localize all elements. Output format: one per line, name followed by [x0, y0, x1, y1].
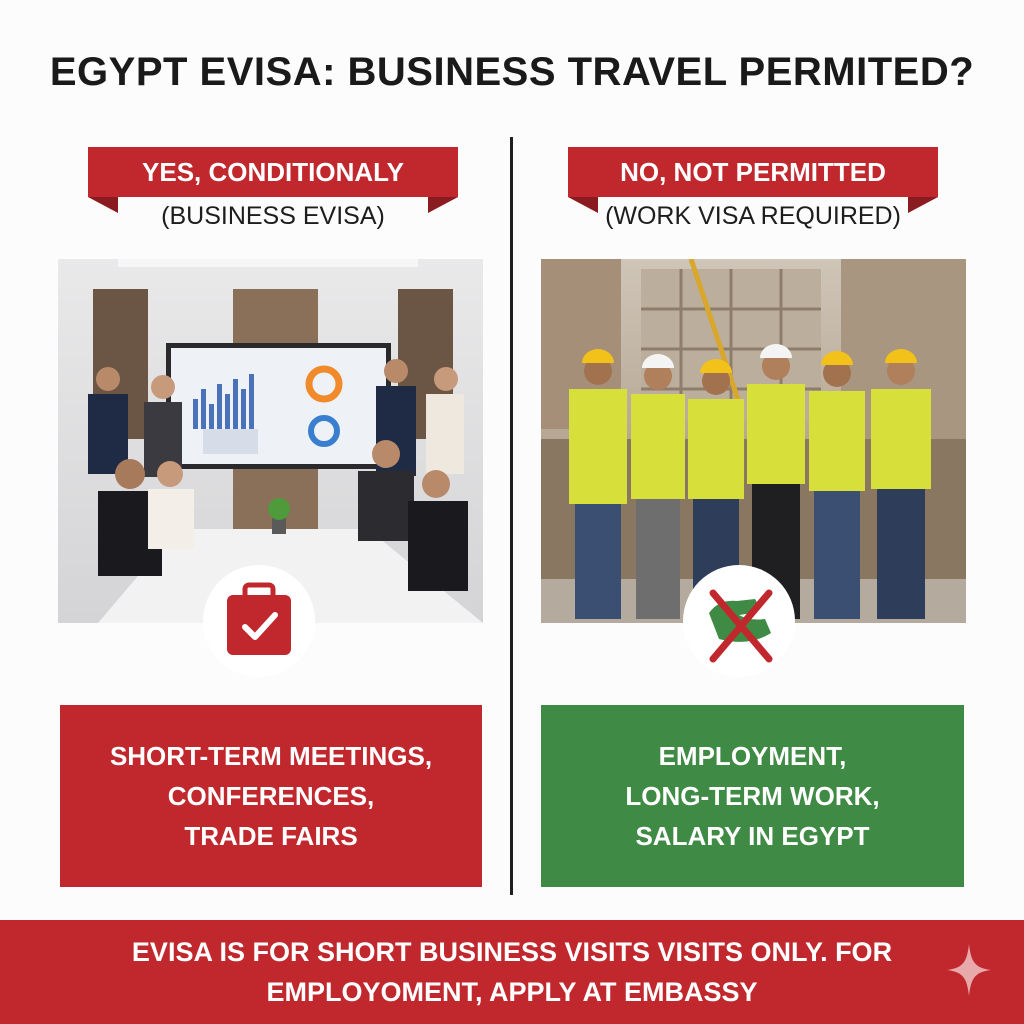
briefcase-check-icon [203, 565, 315, 677]
caption-line: LONG-TERM WORK, [625, 781, 880, 811]
caption-line: EMPLOYMENT, [658, 741, 847, 771]
footer-note [0, 932, 1024, 1012]
badge-left [203, 565, 315, 677]
money-cross-icon [683, 565, 795, 677]
caption-line: TRADE FAIRS [184, 821, 358, 851]
page-title: EGYPT EVISA: BUSINESS TRAVEL PERMITED? [49, 50, 975, 94]
subtitle-business-evisa: (BUSINESS EVISA) [161, 202, 385, 230]
footer-line: EMPLOYOMENT, APPLY AT EMBASSY [266, 977, 758, 1007]
caption-permitted-activities [60, 705, 482, 887]
footer-line: EVISA IS FOR SHORT BUSINESS VISITS VISITS ONLY. FOR [131, 937, 893, 967]
sparkle-icon [945, 942, 993, 998]
subtitle-work-visa: (WORK VISA REQUIRED) [605, 202, 901, 230]
footer-banner [0, 920, 1024, 1024]
caption-line: SHORT-TERM MEETINGS, [109, 741, 433, 771]
badge-right [683, 565, 795, 677]
caption-line: SALARY IN EGYPT [635, 821, 870, 851]
caption-prohibited-activities [541, 705, 964, 887]
ribbon-no: NO, NOT PERMITTED [568, 147, 938, 197]
ribbon-yes: YES, CONDITIONALY [88, 147, 458, 197]
caption-line: CONFERENCES, [167, 781, 375, 811]
column-divider [510, 137, 513, 895]
